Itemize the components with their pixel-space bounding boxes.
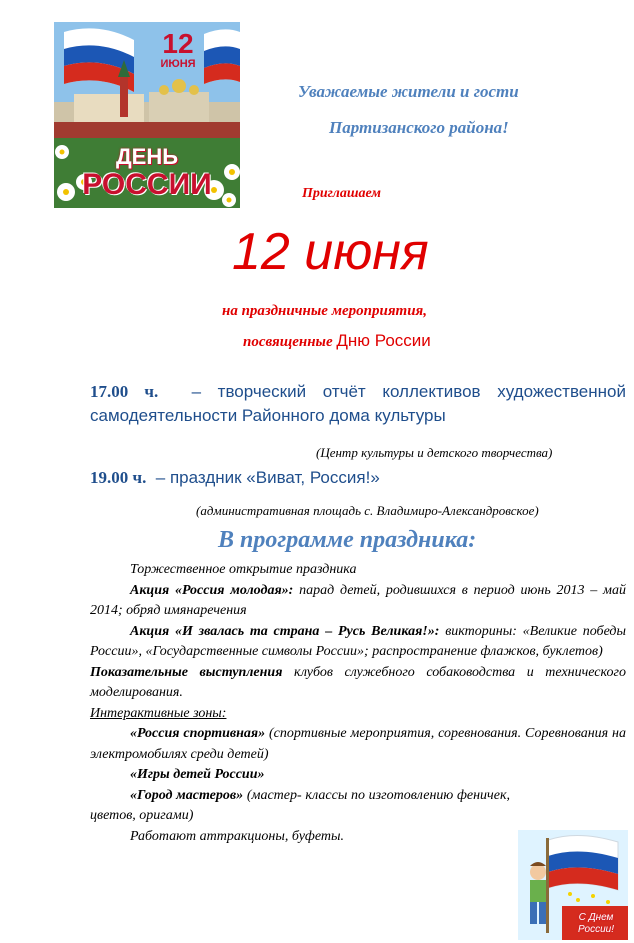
program-list bbox=[90, 560, 626, 847]
poster-month: ИЮНЯ bbox=[160, 58, 196, 70]
schedule-text-2: – праздник «Виват, Россия!» bbox=[155, 468, 380, 487]
invite-text: Приглашаем bbox=[302, 186, 381, 201]
events-line2-italic: посвященные bbox=[243, 334, 333, 350]
kid-card-caption: С Днем России! bbox=[577, 912, 615, 935]
events-line1: на праздничные мероприятия, bbox=[222, 303, 428, 319]
program-opening: Торжественное открытие праздника bbox=[130, 562, 357, 577]
program-zones-label: Интерактивные зоны: bbox=[90, 705, 227, 721]
program-zone-2: «Игры детей России» bbox=[130, 767, 265, 782]
event-date: 12 июня bbox=[232, 223, 429, 281]
events-line2-plain: Дню России bbox=[336, 331, 431, 350]
schedule-time-2: 19.00 ч. bbox=[90, 468, 147, 487]
program-closing: Работают аттракционы, буфеты. bbox=[130, 828, 344, 844]
schedule-venue-2: (административная площадь с. Владимиро-Александровское) bbox=[196, 503, 539, 518]
greeting-line1: Уважаемые жители и гости bbox=[298, 82, 519, 101]
program-title: В программе праздника: bbox=[218, 527, 477, 553]
poster-title-line2: РОССИИ bbox=[82, 168, 212, 201]
program-zone-3: «Город мастеров» (мастер- классы по изготовлению феничек, цветов, оригами) bbox=[90, 787, 510, 823]
program-item-1: Акция «Россия молодая»: парад детей, родившихся в период июнь 2013 – май 2014; обряд имянаречения bbox=[90, 582, 626, 618]
program-zone-1: «Россия спортивная» (спортивные мероприятия, соревнования. Соревнования на электромобилях среди детей) bbox=[90, 726, 626, 762]
events-line2 bbox=[243, 331, 431, 351]
schedule-time-1: 17.00 ч. bbox=[90, 382, 159, 401]
kid-with-flag-card bbox=[518, 830, 628, 940]
greeting-line2: Партизанского района! bbox=[329, 118, 509, 137]
schedule-item-2 bbox=[90, 466, 380, 490]
program-item-2: Акция «И звалась та страна – Русь Великая!»: викторины: «Великие победы России», «Государственные символы России»; распространение флажков, буклетов) bbox=[90, 623, 627, 659]
day-of-russia-poster bbox=[54, 22, 240, 208]
schedule-item-1 bbox=[90, 380, 626, 428]
poster-day-number: 12 bbox=[162, 28, 194, 59]
poster-title-line1: ДЕНЬ bbox=[115, 144, 179, 169]
schedule-text-1: – творческий отчёт коллективов художественной самодеятельности Районного дома культуры bbox=[90, 382, 626, 425]
program-item-3: Показательные выступления клубов служебного собаководства и технического моделирования. bbox=[90, 664, 627, 700]
schedule-venue-1: (Центр культуры и детского творчества) bbox=[316, 445, 553, 460]
